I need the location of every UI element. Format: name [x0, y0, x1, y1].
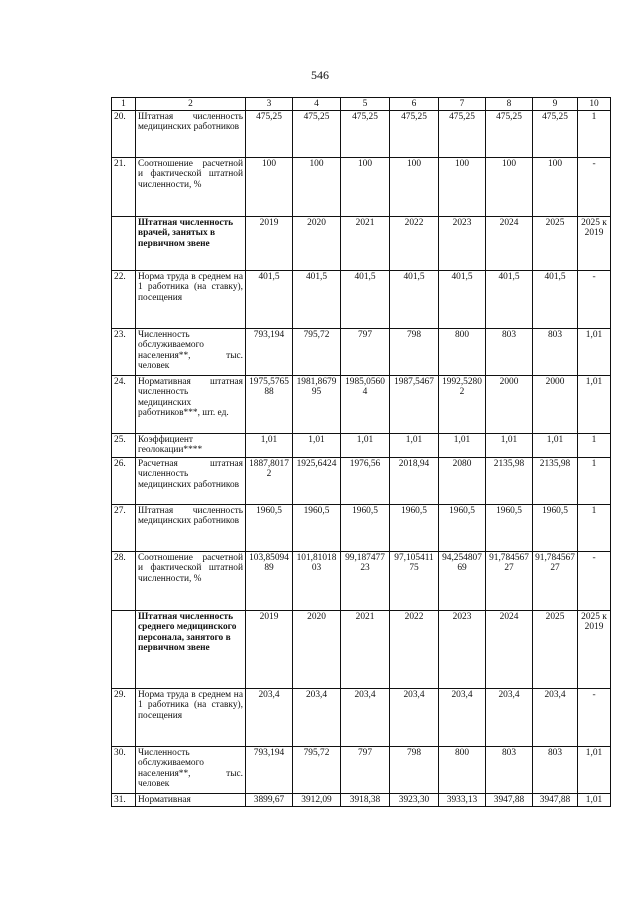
value-cell: 1,01 [578, 329, 611, 376]
header-cell: 9 [533, 98, 578, 111]
row-number: 27. [112, 505, 136, 552]
value-cell: 100 [486, 158, 533, 217]
table-row [112, 271, 611, 329]
value-cell: 2021 [341, 611, 390, 689]
value-cell: 2022 [390, 217, 439, 271]
row-number: 26. [112, 458, 136, 505]
value-cell: 203,4 [390, 689, 439, 747]
value-cell: 2024 [486, 611, 533, 689]
value-cell: 2025 [533, 611, 578, 689]
data-table [111, 97, 611, 807]
value-cell: 203,4 [486, 689, 533, 747]
value-cell: 3899,67 [246, 794, 293, 807]
value-cell: 2023 [439, 611, 486, 689]
value-cell: 401,5 [341, 271, 390, 329]
value-cell: 2019 [246, 611, 293, 689]
value-cell: 1,01 [293, 434, 341, 458]
value-cell: 3912,09 [293, 794, 341, 807]
table-row [112, 158, 611, 217]
value-cell: 3918,38 [341, 794, 390, 807]
value-cell: 401,5 [533, 271, 578, 329]
value-cell: 803 [533, 747, 578, 794]
table-row [112, 434, 611, 458]
value-cell: 2135,98 [486, 458, 533, 505]
value-cell: 1925,6424 [293, 458, 341, 505]
value-cell: 1960,5 [533, 505, 578, 552]
value-cell: 2019 [246, 217, 293, 271]
value-cell: 1,01 [486, 434, 533, 458]
value-cell: 1,01 [578, 747, 611, 794]
row-number: 25. [112, 434, 136, 458]
row-label: Нормативная штатная численность медицинских работников***, шт. ед. [136, 376, 246, 434]
value-cell: 1960,5 [246, 505, 293, 552]
header-cell: 5 [341, 98, 390, 111]
header-cell: 10 [578, 98, 611, 111]
value-cell: 401,5 [246, 271, 293, 329]
value-cell: 2000 [486, 376, 533, 434]
value-cell: 2022 [390, 611, 439, 689]
row-label: Соотношение расчетной и фактической штатной численности, % [136, 552, 246, 611]
header-row [112, 98, 611, 111]
row-number: 28. [112, 552, 136, 611]
header-cell: 8 [486, 98, 533, 111]
row-label: Численность обслуживаемого населения**, тыс. человек [136, 329, 246, 376]
value-cell: 2021 [341, 217, 390, 271]
value-cell: 1,01 [246, 434, 293, 458]
value-cell: 100 [439, 158, 486, 217]
value-cell: 2020 [293, 217, 341, 271]
row-label: Норма труда в среднем на 1 работника (на ставку), посещения [136, 689, 246, 747]
value-cell: 800 [439, 329, 486, 376]
value-cell: 1981,867995 [293, 376, 341, 434]
table-row [112, 217, 611, 271]
value-cell: 3933,13 [439, 794, 486, 807]
value-cell: 2025 к 2019 [578, 217, 611, 271]
value-cell: 2000 [533, 376, 578, 434]
value-cell: 203,4 [341, 689, 390, 747]
value-cell: 91,78456727 [486, 552, 533, 611]
value-cell: 401,5 [486, 271, 533, 329]
value-cell: 1 [578, 111, 611, 158]
row-number [112, 217, 136, 271]
value-cell: 475,25 [341, 111, 390, 158]
row-number: 23. [112, 329, 136, 376]
table-row [112, 552, 611, 611]
value-cell: 803 [533, 329, 578, 376]
value-cell: 91,78456727 [533, 552, 578, 611]
value-cell: 3947,88 [486, 794, 533, 807]
value-cell: 475,25 [293, 111, 341, 158]
row-label: Норма труда в среднем на 1 работника (на ставку), посещения [136, 271, 246, 329]
value-cell: 1 [578, 434, 611, 458]
value-cell: 798 [390, 747, 439, 794]
value-cell: 1976,56 [341, 458, 390, 505]
header-cell: 2 [136, 98, 246, 111]
value-cell: 1 [578, 458, 611, 505]
value-cell: 2023 [439, 217, 486, 271]
row-label: Соотношение расчетной и фактической штатной численности, % [136, 158, 246, 217]
value-cell: 798 [390, 329, 439, 376]
value-cell: 100 [293, 158, 341, 217]
page-number: 546 [311, 68, 329, 82]
table-row [112, 794, 611, 807]
header-cell: 7 [439, 98, 486, 111]
value-cell: 401,5 [390, 271, 439, 329]
value-cell: 1985,05604 [341, 376, 390, 434]
value-cell: 803 [486, 329, 533, 376]
row-label: Нормативная [136, 794, 246, 807]
row-number: 21. [112, 158, 136, 217]
value-cell: 100 [390, 158, 439, 217]
value-cell: 1960,5 [439, 505, 486, 552]
value-cell: 2135,98 [533, 458, 578, 505]
value-cell: 100 [341, 158, 390, 217]
table-row [112, 329, 611, 376]
value-cell: 2025 [533, 217, 578, 271]
table-row [112, 611, 611, 689]
value-cell: 1,01 [578, 794, 611, 807]
value-cell: - [578, 552, 611, 611]
row-number: 20. [112, 111, 136, 158]
row-label: Численность обслуживаемого населения**, тыс. человек [136, 747, 246, 794]
value-cell: 3947,88 [533, 794, 578, 807]
value-cell: 401,5 [439, 271, 486, 329]
header-cell: 1 [112, 98, 136, 111]
value-cell: 1960,5 [486, 505, 533, 552]
row-number: 24. [112, 376, 136, 434]
value-cell: 1,01 [533, 434, 578, 458]
header-cell: 3 [246, 98, 293, 111]
row-number: 30. [112, 747, 136, 794]
value-cell: 1,01 [341, 434, 390, 458]
header-cell: 6 [390, 98, 439, 111]
value-cell: 1,01 [390, 434, 439, 458]
value-cell: - [578, 689, 611, 747]
value-cell: 1992,52802 [439, 376, 486, 434]
row-number: 22. [112, 271, 136, 329]
value-cell: 97,10541175 [390, 552, 439, 611]
value-cell: 1,01 [578, 376, 611, 434]
value-cell: 795,72 [293, 329, 341, 376]
value-cell: - [578, 271, 611, 329]
value-cell: 101,8101803 [293, 552, 341, 611]
value-cell: 1,01 [439, 434, 486, 458]
value-cell: 401,5 [293, 271, 341, 329]
value-cell: 203,4 [246, 689, 293, 747]
value-cell: 2024 [486, 217, 533, 271]
table-body [112, 98, 611, 807]
row-number: 29. [112, 689, 136, 747]
value-cell: 203,4 [293, 689, 341, 747]
row-number: 31. [112, 794, 136, 807]
value-cell: 475,25 [533, 111, 578, 158]
value-cell: 1975,576588 [246, 376, 293, 434]
table-row [112, 458, 611, 505]
row-number [112, 611, 136, 689]
value-cell: 100 [246, 158, 293, 217]
value-cell: 1960,5 [341, 505, 390, 552]
table-row [112, 689, 611, 747]
value-cell: 793,194 [246, 747, 293, 794]
value-cell: 94,25480769 [439, 552, 486, 611]
value-cell: 3923,30 [390, 794, 439, 807]
value-cell: 100 [533, 158, 578, 217]
table-row [112, 111, 611, 158]
row-label: Расчетная штатная численность медицинских работников [136, 458, 246, 505]
row-label: Коэффициент геолокации**** [136, 434, 246, 458]
value-cell: 475,25 [486, 111, 533, 158]
value-cell: 1987,5467 [390, 376, 439, 434]
value-cell: 2080 [439, 458, 486, 505]
value-cell: 99,18747723 [341, 552, 390, 611]
value-cell: 2018,94 [390, 458, 439, 505]
row-label: Штатная численность медицинских работников [136, 111, 246, 158]
table-row [112, 376, 611, 434]
table-row [112, 505, 611, 552]
table-row [112, 747, 611, 794]
value-cell: 1960,5 [390, 505, 439, 552]
value-cell: 475,25 [246, 111, 293, 158]
value-cell: 1887,80172 [246, 458, 293, 505]
header-cell: 4 [293, 98, 341, 111]
row-label: Штатная численность врачей, занятых в первичном звене [136, 217, 246, 271]
value-cell: 795,72 [293, 747, 341, 794]
value-cell: 797 [341, 747, 390, 794]
value-cell: 475,25 [390, 111, 439, 158]
value-cell: 2020 [293, 611, 341, 689]
value-cell: - [578, 158, 611, 217]
value-cell: 203,4 [439, 689, 486, 747]
row-label: Штатная численность медицинских работников [136, 505, 246, 552]
value-cell: 103,8509489 [246, 552, 293, 611]
value-cell: 203,4 [533, 689, 578, 747]
value-cell: 797 [341, 329, 390, 376]
row-label: Штатная численность среднего медицинского персонала, занятого в первичном звене [136, 611, 246, 689]
value-cell: 1 [578, 505, 611, 552]
value-cell: 793,194 [246, 329, 293, 376]
value-cell: 2025 к 2019 [578, 611, 611, 689]
value-cell: 803 [486, 747, 533, 794]
value-cell: 1960,5 [293, 505, 341, 552]
value-cell: 800 [439, 747, 486, 794]
value-cell: 475,25 [439, 111, 486, 158]
